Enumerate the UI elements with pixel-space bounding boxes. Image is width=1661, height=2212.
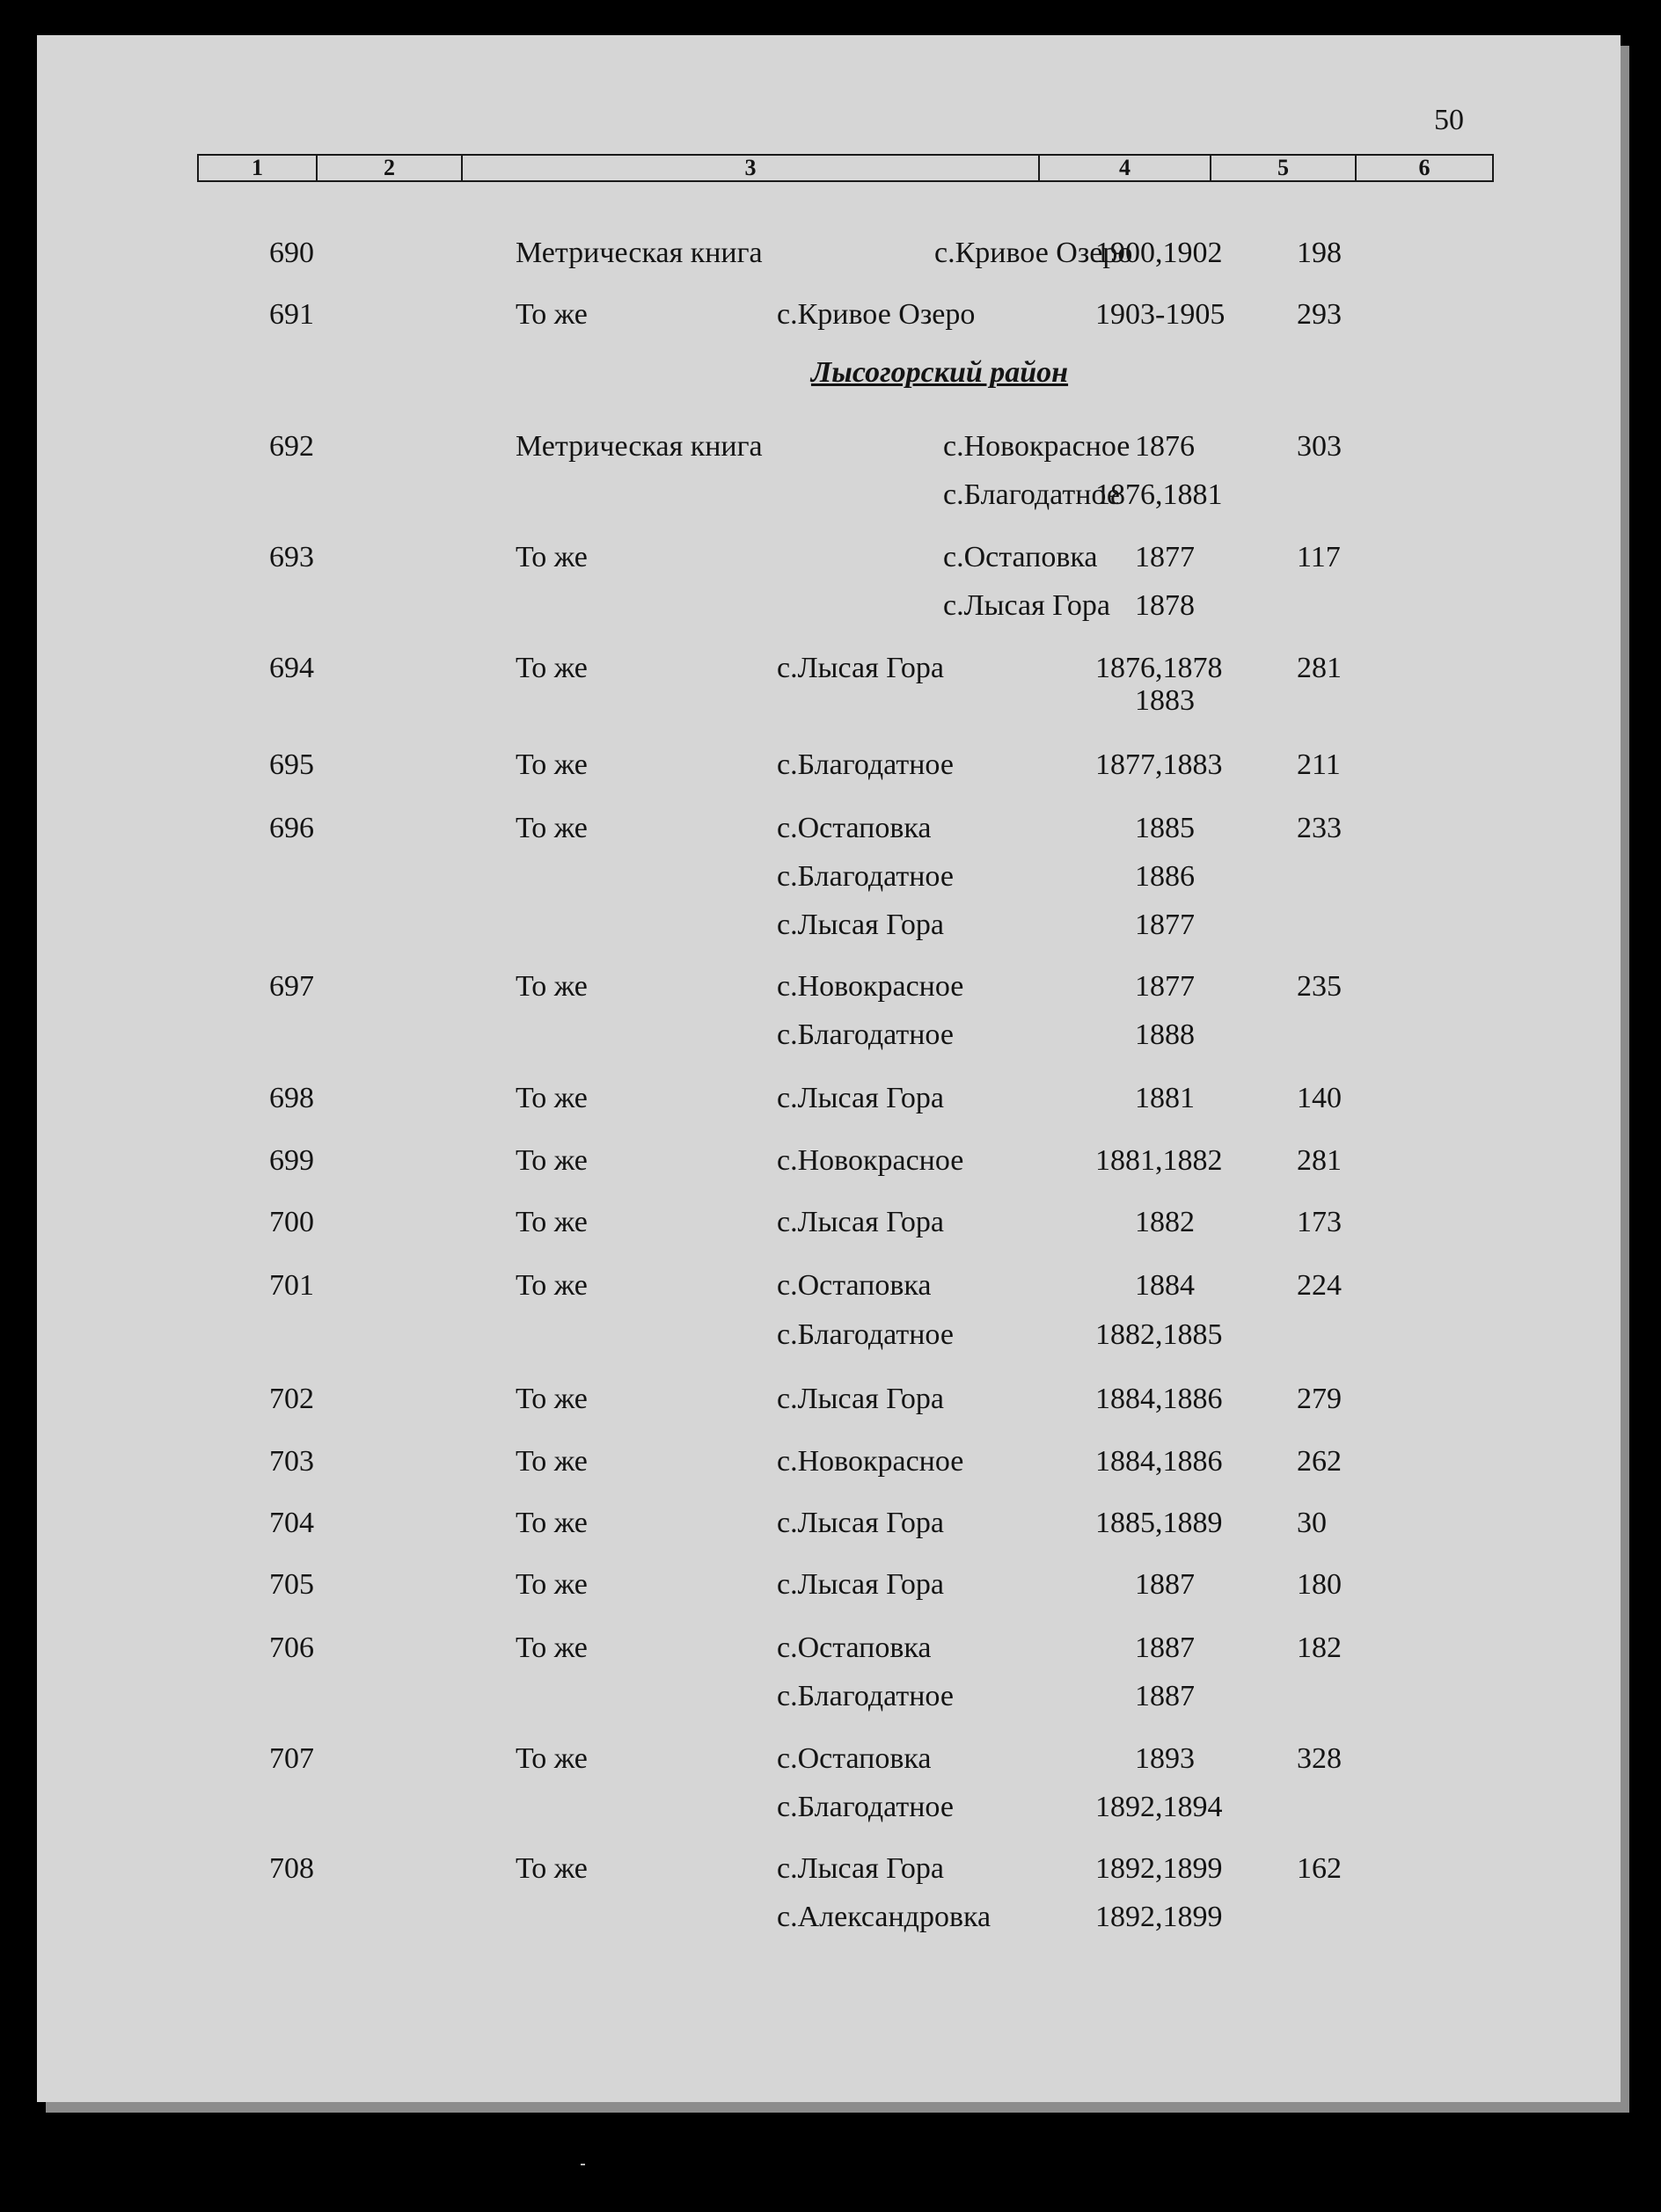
- record-title: Метрическая книга: [516, 237, 763, 269]
- record-number: 699: [269, 1144, 314, 1177]
- record-place: с.Благодатное: [777, 1680, 954, 1712]
- record-years: 1892,1899: [1095, 1901, 1223, 1933]
- record-years: 1883: [1135, 684, 1195, 717]
- table-row: [0, 1142, 1661, 1180]
- record-years: 1886: [1135, 860, 1195, 893]
- record-sheets: 224: [1297, 1269, 1342, 1302]
- record-years: 1876,1878: [1095, 652, 1223, 684]
- table-row: [0, 234, 1661, 273]
- record-sheets: 235: [1297, 970, 1342, 1003]
- record-years: 1900,1902: [1095, 237, 1223, 269]
- record-years: 1892,1894: [1095, 1791, 1223, 1823]
- record-number: 691: [269, 298, 314, 331]
- column-header-2: 2: [318, 156, 463, 180]
- record-place: с.Остаповка: [777, 1632, 932, 1664]
- record-sheets: 281: [1297, 1144, 1342, 1177]
- record-title: То же: [516, 748, 588, 781]
- record-place: с.Остаповка: [943, 541, 1098, 573]
- record-place: с.Благодатное: [777, 1318, 954, 1351]
- table-row: [0, 1898, 1661, 1937]
- record-place: с.Новокрасное: [943, 430, 1131, 463]
- record-place: с.Благодатное: [777, 1791, 954, 1823]
- record-years: 1881: [1135, 1082, 1195, 1114]
- record-number: 690: [269, 237, 314, 269]
- record-place: с.Остаповка: [777, 812, 932, 844]
- record-years: 1877: [1135, 541, 1195, 573]
- table-row: [0, 858, 1661, 896]
- record-title: То же: [516, 541, 588, 573]
- record-number: 707: [269, 1742, 314, 1775]
- record-years: 1877: [1135, 909, 1195, 941]
- record-sheets: 182: [1297, 1632, 1342, 1664]
- record-years: 1877,1883: [1095, 748, 1223, 781]
- table-row: [0, 1203, 1661, 1242]
- record-years: 1887: [1135, 1632, 1195, 1664]
- table-row: [0, 538, 1661, 577]
- table-row: [0, 682, 1661, 720]
- record-number: 694: [269, 652, 314, 684]
- record-years: 1882,1885: [1095, 1318, 1223, 1351]
- record-place: с.Лысая Гора: [777, 1383, 944, 1415]
- record-place: с.Остаповка: [777, 1742, 932, 1775]
- record-sheets: 117: [1297, 541, 1341, 573]
- record-years: 1887: [1135, 1680, 1195, 1712]
- record-years: 1903-1905: [1095, 298, 1226, 331]
- record-title: То же: [516, 1269, 588, 1302]
- record-number: 698: [269, 1082, 314, 1114]
- record-number: 706: [269, 1632, 314, 1664]
- record-sheets: 211: [1297, 748, 1341, 781]
- record-title: То же: [516, 1383, 588, 1415]
- record-years: 1885,1889: [1095, 1507, 1223, 1539]
- record-number: 695: [269, 748, 314, 781]
- record-years: 1893: [1135, 1742, 1195, 1775]
- column-header-6: 6: [1418, 155, 1431, 180]
- record-number: 702: [269, 1383, 314, 1415]
- table-row: [0, 1788, 1661, 1827]
- table-row: [0, 1629, 1661, 1668]
- record-place: с.Лысая Гора: [777, 1507, 944, 1539]
- record-number: 701: [269, 1269, 314, 1302]
- record-sheets: 180: [1297, 1568, 1342, 1601]
- record-title: То же: [516, 1206, 588, 1238]
- record-years: 1878: [1135, 589, 1195, 622]
- record-title: То же: [516, 970, 588, 1003]
- record-sheets: 173: [1297, 1206, 1342, 1238]
- record-sheets: 140: [1297, 1082, 1342, 1114]
- record-place: с.Лысая Гора: [777, 1206, 944, 1238]
- record-title: То же: [516, 652, 588, 684]
- record-sheets: 303: [1297, 430, 1342, 463]
- record-title: То же: [516, 298, 588, 331]
- record-number: 697: [269, 970, 314, 1003]
- record-years: 1876: [1135, 430, 1195, 463]
- record-place: с.Александровка: [777, 1901, 991, 1933]
- column-header-3: 3: [463, 156, 1040, 180]
- table-row: [0, 1316, 1661, 1354]
- record-title: То же: [516, 1507, 588, 1539]
- table-row: [0, 1677, 1661, 1716]
- record-sheets: 198: [1297, 237, 1342, 269]
- record-title: Метрическая книга: [516, 430, 763, 463]
- record-place: с.Лысая Гора: [777, 909, 944, 941]
- record-title: То же: [516, 1082, 588, 1114]
- record-years: 1885: [1135, 812, 1195, 844]
- table-row: [0, 967, 1661, 1006]
- table-row: [0, 906, 1661, 945]
- table-row: [0, 1504, 1661, 1543]
- record-number: 704: [269, 1507, 314, 1539]
- column-header-row: [197, 154, 1494, 182]
- table-row: [0, 1740, 1661, 1778]
- table-row: [0, 476, 1661, 515]
- record-sheets: 281: [1297, 652, 1342, 684]
- record-place: с.Лысая Гора: [777, 1568, 944, 1601]
- record-number: 700: [269, 1206, 314, 1238]
- record-years: 1884: [1135, 1269, 1195, 1302]
- record-years: 1882: [1135, 1206, 1195, 1238]
- table-row: [0, 1267, 1661, 1305]
- record-title: То же: [516, 1568, 588, 1601]
- record-place: с.Лысая Гора: [943, 589, 1110, 622]
- record-place: с.Благодатное: [777, 1018, 954, 1051]
- page-number: 50: [1434, 104, 1464, 136]
- record-years: 1887: [1135, 1568, 1195, 1601]
- record-number: 696: [269, 812, 314, 844]
- record-place: с.Благодатное: [777, 748, 954, 781]
- table-row: [0, 1850, 1661, 1888]
- record-title: То же: [516, 1445, 588, 1478]
- record-place: с.Благодатное: [943, 478, 1120, 511]
- column-header-1: 1: [199, 156, 318, 180]
- record-place: с.Новокрасное: [777, 970, 964, 1003]
- table-row: [0, 746, 1661, 785]
- record-number: 703: [269, 1445, 314, 1478]
- record-number: 693: [269, 541, 314, 573]
- table-row: [0, 1380, 1661, 1419]
- record-place: с.Лысая Гора: [777, 652, 944, 684]
- column-header-5: 5: [1211, 156, 1357, 180]
- record-title: То же: [516, 1144, 588, 1177]
- record-years: 1881,1882: [1095, 1144, 1223, 1177]
- table-row: [0, 1442, 1661, 1481]
- record-place: с.Кривое Озеро: [934, 237, 1133, 269]
- record-years: 1888: [1135, 1018, 1195, 1051]
- district-heading: [0, 356, 1661, 390]
- table-row: [0, 809, 1661, 848]
- record-years: 1892,1899: [1095, 1852, 1223, 1885]
- district-heading-text: Лысогорский район: [810, 356, 1069, 389]
- record-years: 1884,1886: [1095, 1383, 1223, 1415]
- record-number: 692: [269, 430, 314, 463]
- table-row: [0, 1566, 1661, 1604]
- record-place: с.Кривое Озеро: [777, 298, 976, 331]
- record-title: То же: [516, 1852, 588, 1885]
- table-row: [0, 427, 1661, 466]
- table-row: [0, 1016, 1661, 1055]
- record-sheets: 162: [1297, 1852, 1342, 1885]
- record-years: 1877: [1135, 970, 1195, 1003]
- record-place: с.Остаповка: [777, 1269, 932, 1302]
- record-place: с.Новокрасное: [777, 1144, 964, 1177]
- record-years: 1876,1881: [1095, 478, 1223, 511]
- record-years: 1884,1886: [1095, 1445, 1223, 1478]
- record-sheets: 233: [1297, 812, 1342, 844]
- record-number: 708: [269, 1852, 314, 1885]
- table-row: [0, 1079, 1661, 1118]
- record-title: То же: [516, 812, 588, 844]
- record-place: с.Новокрасное: [777, 1445, 964, 1478]
- table-row: [0, 587, 1661, 625]
- record-number: 705: [269, 1568, 314, 1601]
- record-place: с.Лысая Гора: [777, 1082, 944, 1114]
- record-place: с.Благодатное: [777, 860, 954, 893]
- record-title: То же: [516, 1742, 588, 1775]
- record-sheets: 262: [1297, 1445, 1342, 1478]
- scan-speck: [581, 2164, 585, 2165]
- record-place: с.Лысая Гора: [777, 1852, 944, 1885]
- table-row: [0, 296, 1661, 334]
- record-sheets: 30: [1297, 1507, 1327, 1539]
- record-title: То же: [516, 1632, 588, 1664]
- record-sheets: 279: [1297, 1383, 1342, 1415]
- record-sheets: 328: [1297, 1742, 1342, 1775]
- record-sheets: 293: [1297, 298, 1342, 331]
- column-header-4: 4: [1040, 156, 1211, 180]
